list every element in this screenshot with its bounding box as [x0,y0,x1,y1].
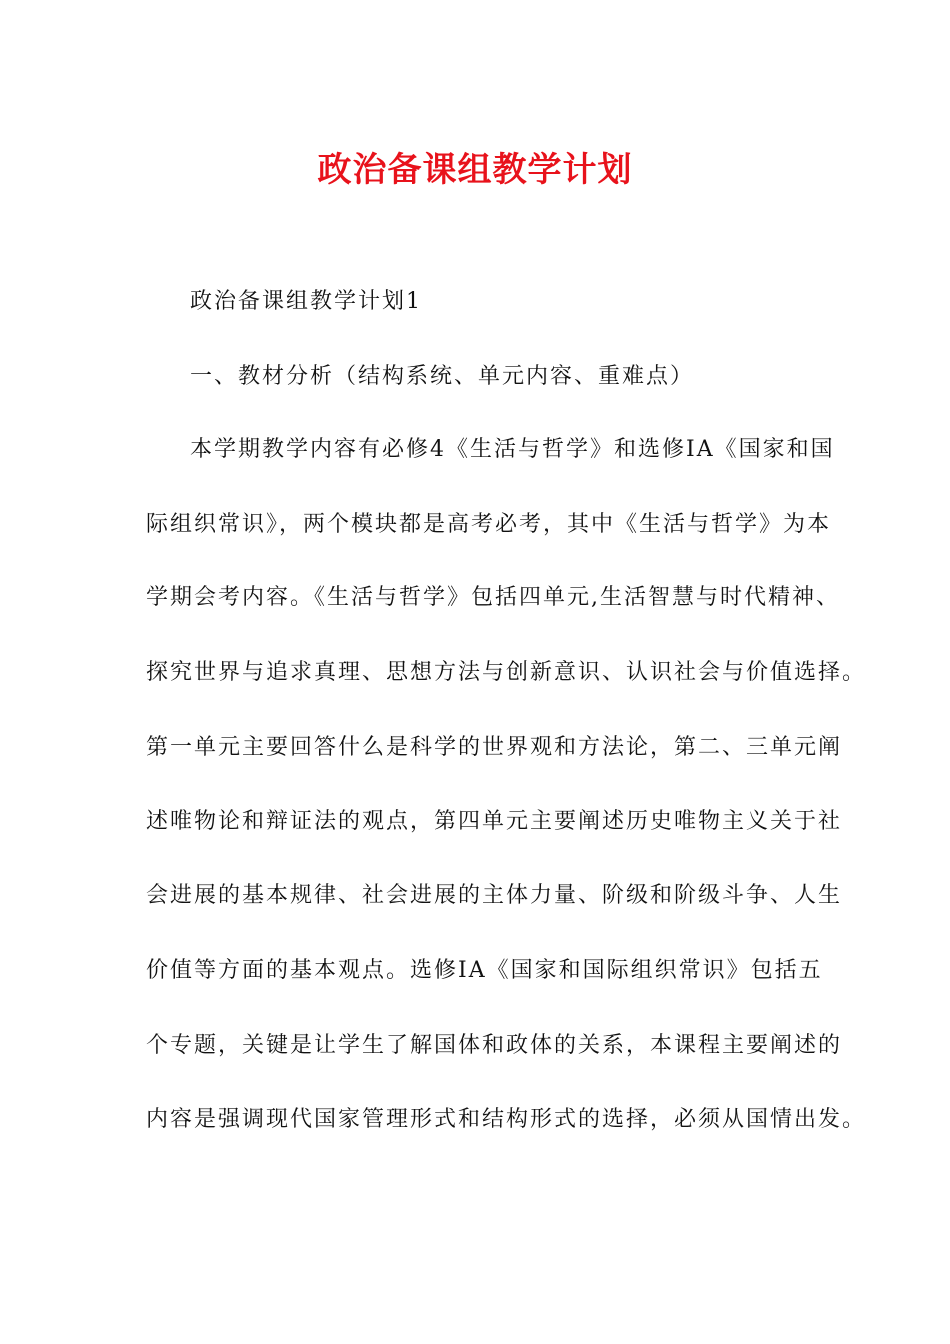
paragraph-line: 价值等方面的基本观点。选修ⅠA《国家和国际组织常识》包括五 [146,958,823,983]
subsection-heading: 一、教材分析（结构系统、单元内容、重难点） [190,364,695,389]
paragraph-line: 本学期教学内容有必修4《生活与哲学》和选修ⅠA《国家和国 [190,437,835,462]
paragraph-line: 述唯物论和辩证法的观点，第四单元主要阐述历史唯物主义关于社 [146,809,843,834]
paragraph-line: 探究世界与追求真理、思想方法与创新意识、认识社会与价值选择。 [146,660,867,685]
paragraph-line: 内容是强调现代国家管理形式和结构形式的选择，必须从国情出发。 [146,1107,867,1132]
paragraph-line: 会进展的基本规律、社会进展的主体力量、阶级和阶级斗争、人生 [146,883,843,908]
paragraph-line: 际组织常识》，两个模块都是高考必考，其中《生活与哲学》为本 [146,512,832,537]
document-title: 政治备课组教学计划 [317,150,633,190]
section-heading: 政治备课组教学计划1 [190,289,422,314]
paragraph-line: 个专题，关键是让学生了解国体和政体的关系，本课程主要阐述的 [146,1033,843,1058]
paragraph-line: 第一单元主要回答什么是科学的世界观和方法论，第二、三单元阐 [146,735,843,760]
paragraph-line: 学期会考内容。《生活与哲学》包括四单元,生活智慧与时代精神、 [146,585,840,610]
